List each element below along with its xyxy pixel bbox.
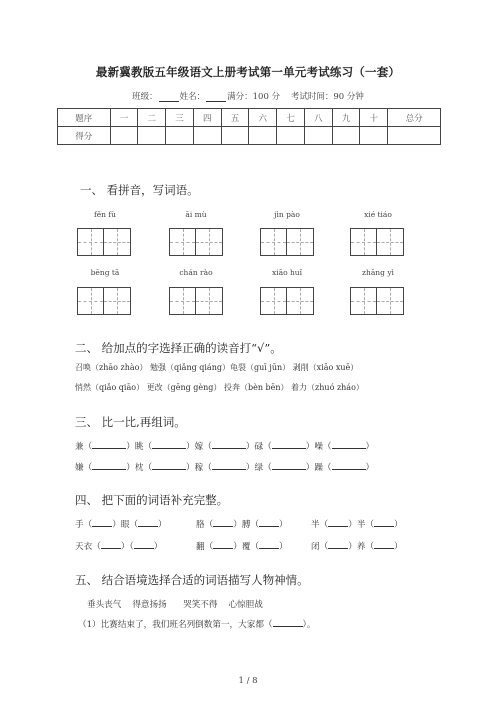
idiom-char: 半 — [311, 520, 320, 530]
writing-box-pair[interactable] — [350, 287, 404, 315]
score-header-cell: 十 — [360, 109, 388, 127]
pinyin-label: jìn pào — [274, 210, 300, 219]
word-option: 得意扬扬 — [132, 600, 167, 610]
idiom-char: 眼 — [120, 520, 130, 530]
answer-blank[interactable] — [374, 540, 394, 549]
word-option: 哭笑不得 — [183, 600, 218, 610]
answer-blank[interactable] — [152, 461, 186, 470]
answer-blank[interactable] — [328, 540, 348, 549]
name-label: 姓名： — [179, 92, 206, 102]
score-cell[interactable] — [332, 127, 360, 145]
compare-char: 嫌 — [75, 463, 84, 473]
pinyin-label: chán rào — [179, 268, 213, 277]
score-cell[interactable] — [277, 127, 305, 145]
writing-box-pair[interactable] — [77, 287, 131, 315]
section3-heading: 三、 比一比,再组词。 — [75, 415, 186, 429]
idiom-char: 手 — [75, 520, 84, 530]
answer-blank[interactable] — [273, 618, 303, 627]
idiom-char: 膊 — [241, 520, 251, 530]
reading-line: 悄然（qiǎo qiāo） 更改（gēng gèng） 投奔（bèn bēn） 着力（zhuó zháo） — [75, 383, 364, 392]
writing-cell[interactable] — [261, 288, 287, 314]
idiom-item: 闭（ ）养（ ） — [311, 542, 403, 552]
word-bank — [87, 598, 263, 610]
writing-cell[interactable] — [104, 229, 130, 255]
idiom-char: 翻 — [196, 542, 205, 552]
writing-cell[interactable] — [287, 288, 313, 314]
score-header-cell: 四 — [193, 109, 221, 127]
pinyin-label: zhāng yì — [362, 268, 394, 277]
score-header-cell: 七 — [277, 109, 305, 127]
question-text-end: ）。 — [302, 620, 316, 630]
score-header-cell: 八 — [304, 109, 332, 127]
writing-cell[interactable] — [261, 229, 287, 255]
section2-heading: 二、 给加点的字选择正确的读音打“√”。 — [75, 341, 282, 355]
answer-blank[interactable] — [259, 540, 279, 549]
exam-time-label: 考试时间：90 分钟 — [290, 92, 364, 102]
compare-char: 躁 — [314, 463, 323, 473]
answer-blank[interactable] — [212, 461, 246, 470]
section4-heading: 四、 把下面的词语补充完整。 — [75, 493, 229, 507]
class-blank — [159, 92, 179, 102]
reading-line: 召唤（zhāo zhào） 勉强（qiǎng qiáng）龟裂（guī jūn） 剥削（xiāo xuē） — [75, 363, 359, 372]
score-header-cell: 五 — [221, 109, 249, 127]
compare-char: 稼 — [194, 463, 204, 473]
compare-char: 绿 — [254, 463, 264, 473]
answer-blank[interactable] — [332, 461, 366, 470]
class-label: 班级： — [132, 92, 158, 102]
question-line — [78, 618, 315, 630]
writing-cell[interactable] — [104, 288, 130, 314]
answer-blank[interactable] — [272, 440, 306, 449]
idiom-char: 天衣 — [75, 542, 93, 552]
writing-cell[interactable] — [351, 288, 377, 314]
idiom-item: 翻（ ）覆（ ） — [196, 542, 288, 552]
score-cell[interactable] — [166, 127, 194, 145]
writing-cell[interactable] — [170, 288, 196, 314]
idiom-char: 闭 — [311, 542, 320, 552]
pinyin-label: āi mù — [185, 210, 207, 219]
compare-char: 眺 — [134, 442, 144, 452]
score-table-row — [58, 127, 441, 145]
score-cell[interactable] — [138, 127, 166, 145]
score-header-cell: 题序 — [58, 109, 111, 127]
writing-box-pair[interactable] — [260, 228, 314, 256]
writing-cell[interactable] — [377, 229, 403, 255]
pinyin-label: fěn fù — [93, 210, 117, 219]
score-cell[interactable] — [110, 127, 138, 145]
pinyin-label: xiāo huǐ — [271, 268, 303, 277]
name-blank — [206, 92, 226, 102]
full-score-label: 满分：100 分 — [227, 92, 281, 102]
answer-blank[interactable] — [138, 518, 158, 527]
writing-box-pair[interactable] — [169, 228, 223, 256]
page-title: 最新冀教版五年级语文上册考试第一单元考试练习（一套） — [95, 65, 401, 79]
answer-blank[interactable] — [92, 440, 126, 449]
idiom-item: 手（ ）眼（ ） — [75, 520, 167, 530]
writing-cell[interactable] — [377, 288, 403, 314]
idiom-item: 胳（ ）膊（ ） — [196, 520, 288, 530]
writing-cell[interactable] — [170, 229, 196, 255]
compare-char: 碌 — [254, 442, 264, 452]
writing-cell[interactable] — [351, 229, 377, 255]
question-text: （1）比赛结束了，我们班名列倒数第一，大家都（ — [78, 620, 273, 630]
compare-row: 嫌（ ）枕（ ）稼（ ）绿（ ）躁（ ） — [75, 463, 375, 473]
answer-blank[interactable] — [259, 518, 279, 527]
score-header-cell: 三 — [166, 109, 194, 127]
writing-box-pair[interactable] — [77, 228, 131, 256]
score-cell[interactable] — [360, 127, 388, 145]
compare-char: 兼 — [75, 442, 84, 452]
answer-blank[interactable] — [92, 518, 112, 527]
score-row-label: 得分 — [58, 127, 111, 145]
compare-char: 嫁 — [194, 442, 204, 452]
answer-blank[interactable] — [152, 440, 186, 449]
score-cell[interactable] — [388, 127, 441, 145]
idiom-char: 胳 — [196, 520, 205, 530]
score-cell[interactable] — [304, 127, 332, 145]
pinyin-label: xié tiáo — [364, 210, 392, 219]
writing-cell[interactable] — [78, 229, 104, 255]
writing-cell[interactable] — [196, 229, 222, 255]
idiom-char: 覆 — [241, 542, 251, 552]
compare-row: 兼（ ）眺（ ）嫁（ ）碌（ ）噪（ ） — [75, 442, 375, 452]
idiom-char: 养 — [356, 542, 366, 552]
answer-blank[interactable] — [212, 440, 246, 449]
section1-heading: 一、 看拼音，写词语。 — [80, 183, 199, 197]
answer-blank[interactable] — [213, 540, 233, 549]
answer-blank[interactable] — [101, 540, 121, 549]
idiom-item: 半（ ）半（ ） — [311, 520, 403, 530]
compare-char: 噪 — [314, 442, 323, 452]
answer-blank[interactable] — [134, 540, 154, 549]
score-header-cell: 六 — [249, 109, 277, 127]
word-option: 心惊胆战 — [228, 600, 263, 610]
answer-blank[interactable] — [374, 518, 394, 527]
writing-box-pair[interactable] — [260, 287, 314, 315]
score-header-cell: 总分 — [388, 109, 441, 127]
score-header-cell: 二 — [138, 109, 166, 127]
page-number: 1 / 8 — [238, 676, 258, 686]
exam-info-line — [0, 90, 496, 102]
score-cell[interactable] — [221, 127, 249, 145]
idiom-item: 天衣（ ）（ ） — [75, 542, 163, 552]
writing-box-pair[interactable] — [169, 287, 223, 315]
score-table — [57, 108, 441, 145]
writing-cell[interactable] — [287, 229, 313, 255]
writing-box-pair[interactable] — [350, 228, 404, 256]
score-table-header — [58, 109, 441, 127]
score-cell[interactable] — [249, 127, 277, 145]
score-header-cell: 一 — [110, 109, 138, 127]
answer-blank[interactable] — [332, 440, 366, 449]
answer-blank[interactable] — [92, 461, 126, 470]
answer-blank[interactable] — [328, 518, 348, 527]
answer-blank[interactable] — [272, 461, 306, 470]
pinyin-label: bēng tā — [90, 268, 120, 277]
score-header-cell: 九 — [332, 109, 360, 127]
idiom-char: 半 — [356, 520, 366, 530]
score-cell[interactable] — [193, 127, 221, 145]
writing-cell[interactable] — [78, 288, 104, 314]
compare-char: 枕 — [134, 463, 144, 473]
writing-cell[interactable] — [196, 288, 222, 314]
section5-heading: 五、 结合语境选择合适的词语描写人物神情。 — [75, 573, 309, 587]
answer-blank[interactable] — [213, 518, 233, 527]
word-option: 垂头丧气 — [87, 600, 122, 610]
